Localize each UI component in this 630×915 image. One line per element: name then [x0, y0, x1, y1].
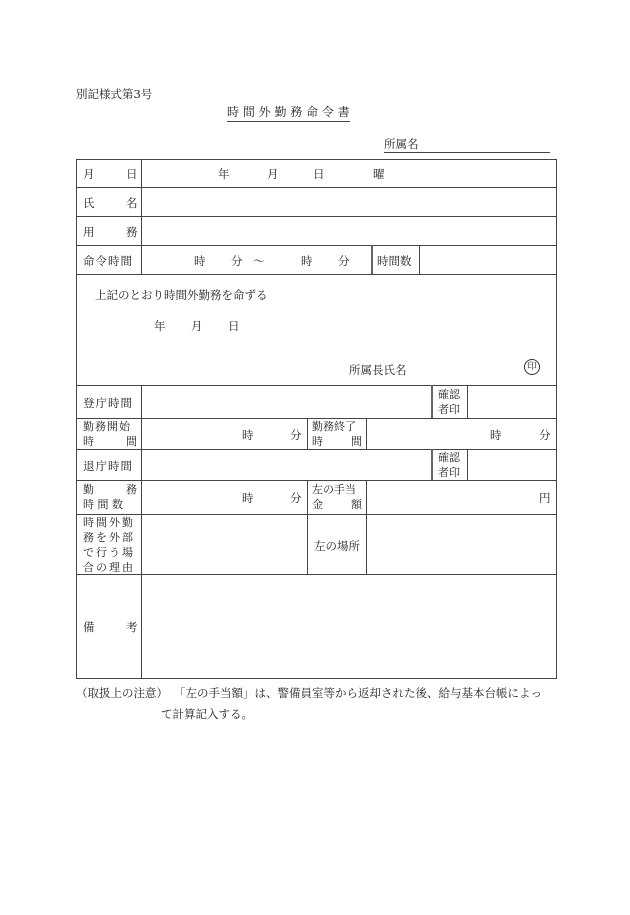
weekday-unit: 曜: [373, 167, 385, 181]
chief-name-label: 所属長氏名: [349, 363, 407, 377]
hours-count-field[interactable]: [421, 246, 555, 273]
order-time-label: 命令時間: [83, 254, 133, 268]
minute-unit: 分: [290, 491, 302, 505]
place-field[interactable]: [367, 481, 555, 573]
note-text: 「左の手当額」は、警備員室等から返却された後、給与基本台帳によっ: [174, 686, 542, 700]
page-title: 時 間 外 勤 務 命 令 書: [227, 103, 350, 122]
minute-unit: 分: [338, 254, 350, 268]
task-label-b: 務: [126, 225, 138, 239]
confirm-seal-field[interactable]: [468, 450, 555, 479]
arrival-time-label: 登庁時間: [83, 396, 133, 410]
task-field[interactable]: [142, 217, 556, 244]
leave-time-field[interactable]: [142, 450, 430, 479]
external-reason-label: 時間外勤 務を外部 で行う場 合の理由: [83, 516, 135, 574]
arrival-time-field[interactable]: [142, 386, 430, 417]
allowance-label: 左の手当 金 額: [312, 483, 362, 511]
hour-unit: 時: [301, 254, 313, 268]
place-label: 左の場所: [314, 539, 360, 553]
date-label-day: 日: [126, 167, 138, 181]
year-unit: 年: [218, 167, 230, 181]
order-statement: 上記のとおり時間外勤務を命ずる: [95, 288, 268, 302]
date-label: 月: [83, 167, 95, 181]
order-month: 月: [191, 319, 203, 333]
confirm-seal-field[interactable]: [468, 386, 555, 417]
name-field[interactable]: [142, 188, 556, 215]
minute-unit: 分: [231, 254, 243, 268]
end-time-label: 勤務終了 時 間: [312, 420, 362, 448]
month-unit: 月: [267, 167, 279, 181]
department-label: 所属名: [384, 137, 419, 151]
yen-unit: 円: [539, 491, 551, 505]
remarks-label: 備: [83, 620, 95, 634]
task-label: 用: [83, 225, 95, 239]
seal-icon: 印: [524, 359, 540, 375]
remarks-field[interactable]: [142, 575, 555, 678]
hour-unit: 時: [194, 254, 206, 268]
hour-unit: 時: [242, 491, 254, 505]
hour-unit: 時: [242, 428, 254, 442]
tilde: 〜: [253, 254, 265, 268]
order-day: 日: [228, 319, 240, 333]
hours-count-label: 時間数: [377, 254, 412, 268]
day-unit: 日: [313, 167, 325, 181]
name-label: 氏: [83, 196, 95, 210]
note-text: て計算記入する。: [161, 707, 253, 721]
minute-unit: 分: [539, 428, 551, 442]
confirm-label: 確認 者印: [438, 451, 460, 479]
hour-unit: 時: [490, 428, 502, 442]
leave-time-label: 退庁時間: [83, 459, 133, 473]
order-year: 年: [154, 319, 166, 333]
minute-unit: 分: [290, 428, 302, 442]
remarks-label-b: 考: [126, 620, 138, 634]
start-time-label: 勤務開始 時 間: [83, 420, 137, 448]
work-hours-label: 勤 務 時 間 数: [83, 483, 137, 511]
confirm-label: 確認 者印: [438, 388, 460, 416]
department-field[interactable]: [384, 136, 550, 153]
name-label-b: 名: [126, 196, 138, 210]
form-number: 別記様式第3号: [76, 87, 153, 101]
external-reason-field[interactable]: [142, 515, 306, 573]
note-label: （取扱上の注意）: [76, 686, 168, 700]
